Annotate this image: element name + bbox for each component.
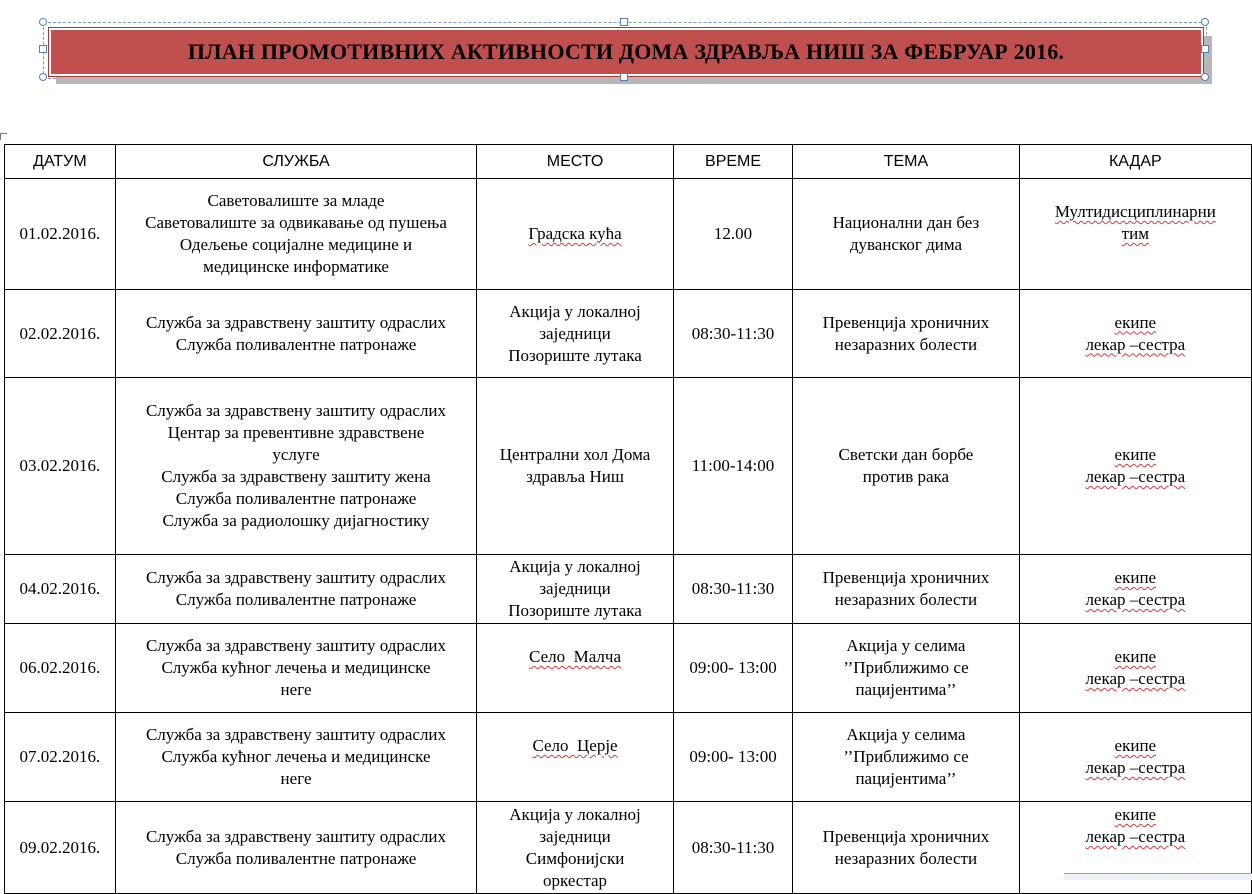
cell-line: против рака xyxy=(862,467,950,486)
cell-topic xyxy=(793,179,1019,290)
cell-line: медицинске информатике xyxy=(203,257,389,276)
cell-line: Саветовалиште за одвикавање од пушења xyxy=(145,213,447,232)
cell-line: Село Малча xyxy=(529,647,622,666)
title-text-box[interactable] xyxy=(49,28,1203,76)
cell-line: тим xyxy=(1121,224,1149,243)
resize-handle-middle-right[interactable] xyxy=(1201,45,1209,53)
cell-line: лекар –сестра xyxy=(1085,669,1186,688)
cell-service xyxy=(115,378,476,555)
resize-handle-middle-left[interactable] xyxy=(39,45,47,53)
cell-line: пацијентима’’ xyxy=(855,769,957,788)
cell-line: лекар –сестра xyxy=(1085,334,1186,354)
cell-line: Мултидисциплинарни xyxy=(1054,202,1216,221)
table-row xyxy=(5,179,1252,290)
cell-line: Служба за здравствену заштиту одраслих xyxy=(145,312,447,332)
cell-line: Служба кућног лечења и медицинске xyxy=(161,658,431,677)
cell-line: екипе xyxy=(1114,736,1157,755)
cell-line: Служба поливалентне патронаже xyxy=(175,489,417,508)
header-staff: КАДАР xyxy=(1019,145,1251,179)
cell-place xyxy=(477,713,674,802)
cell-place xyxy=(477,624,674,713)
horizontal-scrollbar[interactable] xyxy=(1064,873,1252,880)
cell-place xyxy=(477,378,674,555)
table-row xyxy=(5,290,1252,378)
cell-staff xyxy=(1019,624,1251,713)
cell-topic xyxy=(793,713,1019,802)
cell-date: 07.02.2016. xyxy=(5,713,116,802)
cell-topic xyxy=(793,290,1019,378)
cell-line: Симфонијски xyxy=(525,849,625,868)
cell-line: Акција у селима xyxy=(846,725,966,744)
cell-line: ’’Приближимо се xyxy=(843,658,969,677)
cell-time: 09:00- 13:00 xyxy=(673,624,792,713)
cell-line: екипе xyxy=(1114,445,1157,464)
cell-line: Градска кућа xyxy=(528,224,622,243)
header-date: ДАТУМ xyxy=(5,145,116,179)
cell-line: Акција у локалној xyxy=(509,805,641,824)
cell-line: Служба поливалентне патронаже xyxy=(175,848,417,868)
cell-line: заједници xyxy=(539,579,611,598)
cell-line: Село Церје xyxy=(532,736,618,755)
table-move-handle[interactable] xyxy=(0,133,7,140)
cell-line: здравља Ниш xyxy=(526,467,624,486)
cell-line: Акција у локалној xyxy=(509,301,641,321)
cell-line: неге xyxy=(280,680,312,699)
resize-handle-top-middle[interactable] xyxy=(620,18,628,26)
cell-service xyxy=(115,179,476,290)
cell-service xyxy=(115,624,476,713)
cell-time: 09:00- 13:00 xyxy=(673,713,792,802)
cell-service xyxy=(115,555,476,624)
cell-topic xyxy=(793,802,1019,894)
cell-service xyxy=(115,290,476,378)
table-row xyxy=(5,378,1252,555)
cell-service xyxy=(115,713,476,802)
cell-date: 02.02.2016. xyxy=(5,290,116,378)
cell-line: Служба поливалентне патронаже xyxy=(175,590,417,609)
cell-staff xyxy=(1019,713,1251,802)
cell-line: Превенција хроничних xyxy=(822,826,990,846)
cell-line: Превенција хроничних xyxy=(822,568,990,587)
header-place: МЕСТО xyxy=(477,145,674,179)
cell-line: Служба за здравствену заштиту одраслих xyxy=(145,725,447,744)
resize-handle-top-right[interactable] xyxy=(1201,18,1209,26)
resize-handle-top-left[interactable] xyxy=(39,18,47,26)
cell-staff xyxy=(1019,179,1251,290)
cell-line: ’’Приближимо се xyxy=(843,747,969,766)
cell-time: 12.00 xyxy=(673,179,792,290)
cell-line: незаразних болести xyxy=(834,590,978,609)
cell-line: заједници xyxy=(539,323,611,343)
cell-date: 01.02.2016. xyxy=(5,179,116,290)
cell-line: неге xyxy=(280,769,312,788)
cell-topic xyxy=(793,555,1019,624)
cell-time: 08:30-11:30 xyxy=(673,555,792,624)
cell-line: Позориште лутака xyxy=(508,601,642,620)
header-topic: ТЕМА xyxy=(793,145,1019,179)
cell-line: Одељење социјалне медицине и xyxy=(179,235,413,254)
table-row xyxy=(5,713,1252,802)
cell-line: Позориште лутака xyxy=(508,345,642,365)
cell-staff xyxy=(1019,290,1251,378)
cell-place xyxy=(477,290,674,378)
page-title: ПЛАН ПРОМОТИВНИХ АКТИВНОСТИ ДОМА ЗДРАВЉА НИШ ЗА ФЕБРУАР 2016. xyxy=(187,39,1065,64)
cell-place xyxy=(477,179,674,290)
resize-handle-bottom-middle[interactable] xyxy=(620,73,628,81)
resize-handle-bottom-right[interactable] xyxy=(1201,73,1209,81)
table-row xyxy=(5,555,1252,624)
cell-topic xyxy=(793,378,1019,555)
cell-line: Служба за здравствену заштиту одраслих xyxy=(145,568,447,587)
cell-line: Центар за превентивне здравствене xyxy=(167,423,425,442)
table-row xyxy=(5,624,1252,713)
resize-handle-bottom-left[interactable] xyxy=(39,73,47,81)
cell-time: 08:30-11:30 xyxy=(673,290,792,378)
cell-line: екипе xyxy=(1114,312,1157,332)
cell-line: лекар –сестра xyxy=(1085,758,1186,777)
cell-time: 11:00-14:00 xyxy=(673,378,792,555)
cell-line: Служба за здравствену заштиту одраслих xyxy=(145,636,447,655)
cell-line: Служба за здравствену заштиту одраслих xyxy=(145,401,447,420)
table-header-row xyxy=(5,145,1252,179)
cell-line: Централни хол Дома xyxy=(499,445,651,464)
cell-line: заједници xyxy=(539,827,611,846)
cell-line: Служба за здравствену заштиту одраслих xyxy=(145,826,447,846)
cell-line: Служба поливалентне патронаже xyxy=(175,334,417,354)
cell-staff xyxy=(1019,555,1251,624)
cell-line: услуге xyxy=(272,445,320,464)
cell-line: екипе xyxy=(1114,647,1157,666)
cell-place xyxy=(477,555,674,624)
cell-line: лекар –сестра xyxy=(1085,467,1186,486)
cell-line: незаразних болести xyxy=(834,334,978,354)
activity-schedule-table xyxy=(4,144,1252,894)
cell-service xyxy=(115,802,476,894)
cell-line: екипе xyxy=(1114,805,1157,824)
cell-line: Саветовалиште за младе xyxy=(207,191,385,210)
cell-line: лекар –сестра xyxy=(1085,827,1186,846)
cell-date: 06.02.2016. xyxy=(5,624,116,713)
cell-topic xyxy=(793,624,1019,713)
cell-line: незаразних болести xyxy=(834,848,978,868)
header-time: ВРЕМЕ xyxy=(673,145,792,179)
cell-date: 09.02.2016. xyxy=(5,802,116,894)
header-service: СЛУЖБА xyxy=(115,145,476,179)
cell-line: лекар –сестра xyxy=(1085,590,1186,609)
cell-line: Служба за радиолошку дијагностику xyxy=(162,511,430,530)
cell-line: дуванског дима xyxy=(849,235,963,254)
cell-date: 03.02.2016. xyxy=(5,378,116,555)
cell-date: 04.02.2016. xyxy=(5,555,116,624)
cell-line: Национални дан без xyxy=(832,213,980,232)
cell-line: Светски дан борбе xyxy=(838,445,974,464)
cell-line: Служба за здравствену заштиту жена xyxy=(161,467,431,486)
cell-place xyxy=(477,802,674,894)
cell-time: 08:30-11:30 xyxy=(673,802,792,894)
cell-line: Акција у селима xyxy=(846,636,966,655)
cell-line: пацијентима’’ xyxy=(855,680,957,699)
cell-line: екипе xyxy=(1114,568,1157,587)
cell-line: Служба кућног лечења и медицинске xyxy=(161,747,431,766)
cell-staff xyxy=(1019,378,1251,555)
cell-line: Акција у локалној xyxy=(509,557,641,576)
cell-line: оркестар xyxy=(543,871,608,890)
cell-line: Превенција хроничних xyxy=(822,312,990,332)
